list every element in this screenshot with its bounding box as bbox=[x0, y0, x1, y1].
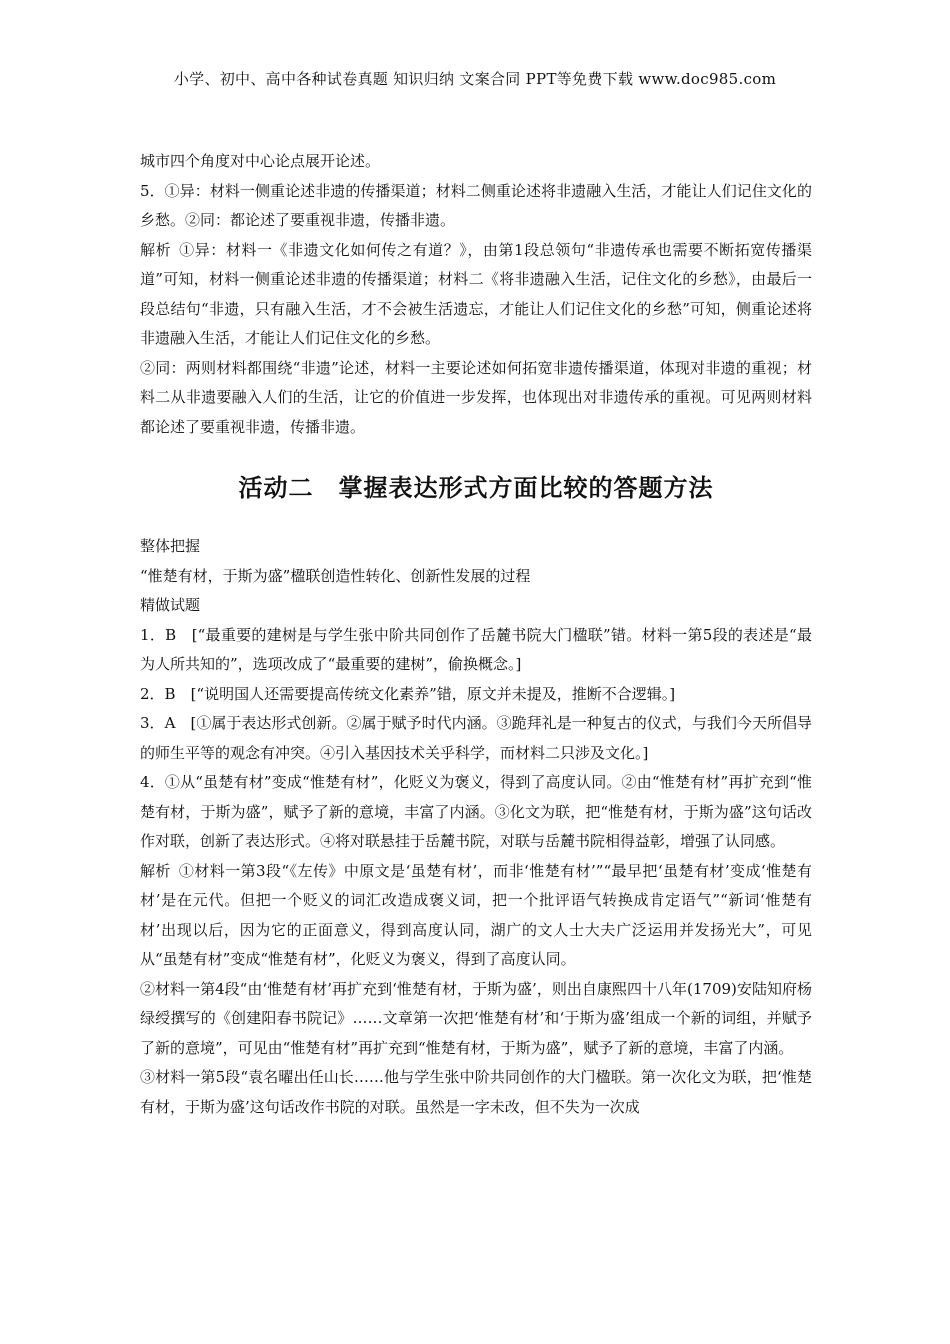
subheading: 精做试题 bbox=[140, 596, 201, 614]
paragraph: ③材料一第5段“袁名曜出任山长……他与学生张中阶共同创作的大门楹联。第一次化文为联，把‘惟楚有材，于斯为盛’这句话改作书院的对联。虽然是一字未改，但不失为一次成 bbox=[140, 1068, 812, 1116]
document-body bbox=[140, 147, 812, 1122]
answer-item: 4．①从“虽楚有材”变成“惟楚有材”，化贬义为褒义，得到了高度认同。②由“惟楚有材”再扩充到“惟楚有材，于斯为盛”，赋予了新的意境，丰富了内涵。③化文为联，把“惟楚有材，于斯为盛”这句话改作对联，创新了表达形式。④将对联悬挂于岳麓书院，对联与岳麓书院相得益彰，增强了认同感。 bbox=[140, 773, 812, 850]
analysis-paragraph bbox=[140, 857, 812, 975]
analysis-text: ①异：材料一《非遗文化如何传之有道？》，由第1段总领句“非遗传承也需要不断拓宽传播渠道”可知，材料一侧重论述非遗的传播渠道；材料二《将非遗融入生活，记住文化的乡愁》，由最后一段总结句“非遗，只有融入生活，才不会被生活遗忘，才能让人们记住文化的乡愁”可知，侧重论述将非遗融入生活，才能让人们记住文化的乡愁。 bbox=[140, 240, 812, 347]
subline: “惟楚有材，于斯为盛”楹联创造性转化、创新性发展的过程 bbox=[140, 566, 531, 585]
page-header: 小学、初中、高中各种试卷真题 知识归纳 文案合同 PPT等免费下载 www.doc985.com bbox=[173, 70, 777, 88]
analysis-paragraph bbox=[140, 236, 812, 354]
subheading: 整体把握 bbox=[140, 537, 201, 555]
answer-item: 3．A [①属于表达形式创新。②属于赋予时代内涵。③跪拜礼是一种复古的仪式，与我们今天所倡导的师生平等的观念有冲突。④引入基因技术关乎科学，而材料二只涉及文化。] bbox=[140, 714, 812, 762]
paragraph: 5．①异：材料一侧重论述非遗的传播渠道；材料二侧重论述将非遗融入生活，才能让人们记住文化的乡愁。②同：都论述了要重视非遗，传播非遗。 bbox=[140, 181, 812, 229]
paragraph: ②材料一第4段“由‘惟楚有材’再扩充到‘惟楚有材，于斯为盛’，则出自康熙四十八年(1709)安陆知府杨绿绶撰写的《创建阳春书院记》……文章第一次把‘惟楚有材’和‘于斯为盛’组成一个新的词组，并赋予了新的意境”，可见由“惟楚有材”再扩充到“惟楚有材，于斯为盛”，赋予了新的意境，丰富了内涵。 bbox=[140, 979, 812, 1057]
answer-item: 2．B [“说明国人还需要提高传统文化素养”错，原文并未提及，推断不合逻辑。] bbox=[140, 684, 676, 703]
paragraph: 城市四个角度对中心论点展开论述。 bbox=[140, 152, 381, 170]
answer-item: 1．B [“最重要的建树是与学生张中阶共同创作了岳麓书院大门楹联”错。材料一第5段的表述是“最为人所共知的”，选项改成了“最重要的建树”，偷换概念。] bbox=[140, 625, 812, 673]
analysis-label: 解析 bbox=[140, 240, 172, 259]
paragraph: ②同：两则材料都围绕“非遗”论述，材料一主要论述如何拓宽非遗传播渠道，体现对非遗的重视；材料二从非遗要融入人们的生活，让它的价值进一步发挥，也体现出对非遗传承的重视。可见两则材料都论述了要重视非遗，传播非遗。 bbox=[140, 358, 812, 436]
analysis-text: ①材料一第3段“《左传》中原文是‘虽楚有材’，而非‘惟楚有材’”“最早把‘虽楚有材’变成‘惟楚有材’是在元代。但把一个贬义的词汇改造成褒义词，把一个批评语气转换成肯定语气”“新词‘惟楚有材’出现以后，因为它的正面意义，得到高度认同，湖广的文人士大夫广泛运用并发扬光大”，可见从“虽楚有材”变成“惟楚有材”，化贬义为褒义，得到了高度认同。 bbox=[140, 861, 812, 968]
section-title: 活动二 掌握表达形式方面比较的答题方法 bbox=[238, 474, 714, 502]
analysis-label: 解析 bbox=[140, 861, 171, 880]
